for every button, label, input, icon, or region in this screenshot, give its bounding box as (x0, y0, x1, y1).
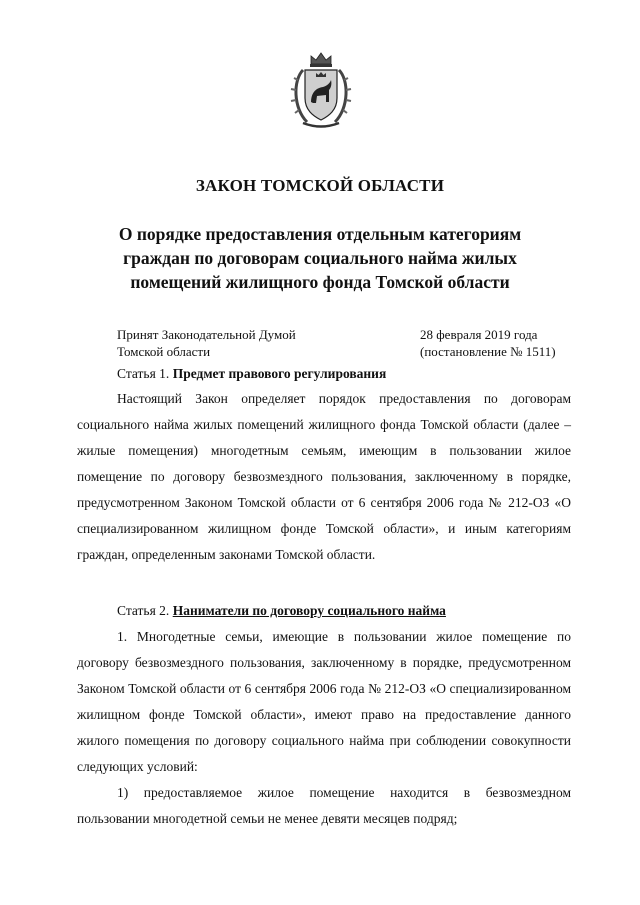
article-1-text: Настоящий Закон определяет порядок предоставления по договорам социального найма жилых помещений жилищного фонда Томской области (далее – жилые помещения) многодетным семьям, имеющим в пользовании жилое помещение по договору безвозмездного пользования, заключенному в порядке, предусмотренном Законом Томской области от 6 сентября 2006 года № 212-ОЗ «О специализированном жилищном фонде Томской области», и иным категориям граждан, определенным законами Томской области. (77, 391, 571, 562)
law-type-title: ЗАКОН ТОМСКОЙ ОБЛАСТИ (195, 176, 445, 195)
article-1-prefix: Статья 1. (117, 366, 173, 381)
law-subject-title: О порядке предоставления отдельным категориям граждан по договорам социального найма жилых помещений жилищного фонда Томской области (118, 224, 522, 292)
article-2-prefix: Статья 2. (117, 603, 173, 618)
adoption-body (117, 326, 296, 360)
adoption-body-line1: Принят Законодательной Думой (117, 327, 296, 342)
adoption-date-block (420, 326, 556, 360)
adoption-date: 28 февраля 2019 года (420, 327, 538, 342)
article-2-paragraph-1: 1. Многодетные семьи, имеющие в пользовании жилое помещение по договору безвозмездного пользования, заключенному в порядке, предусмотренном Законом Томской области от 6 сентября 2006 года № 212-ОЗ «О специализированном жилищном фонде Томской области», имеют право на предоставление данного жилого помещения по договору социального найма при соблюдении совокупности следующих условий: (77, 629, 571, 774)
resolution-number: (постановление № 1511) (420, 344, 556, 359)
adoption-body-line2: Томской области (117, 344, 211, 359)
article-2-paragraph-2: 1) предоставляемое жилое помещение находится в безвозмездном пользовании многодетной семьи не менее девяти месяцев подряд; (77, 785, 571, 826)
article-1-title: Предмет правового регулирования (172, 366, 387, 381)
article-1-heading (117, 366, 386, 382)
article-2-heading (117, 603, 446, 619)
article-2-title: Наниматели по договору социального найма (172, 603, 446, 618)
coat-of-arms-icon (289, 50, 353, 132)
